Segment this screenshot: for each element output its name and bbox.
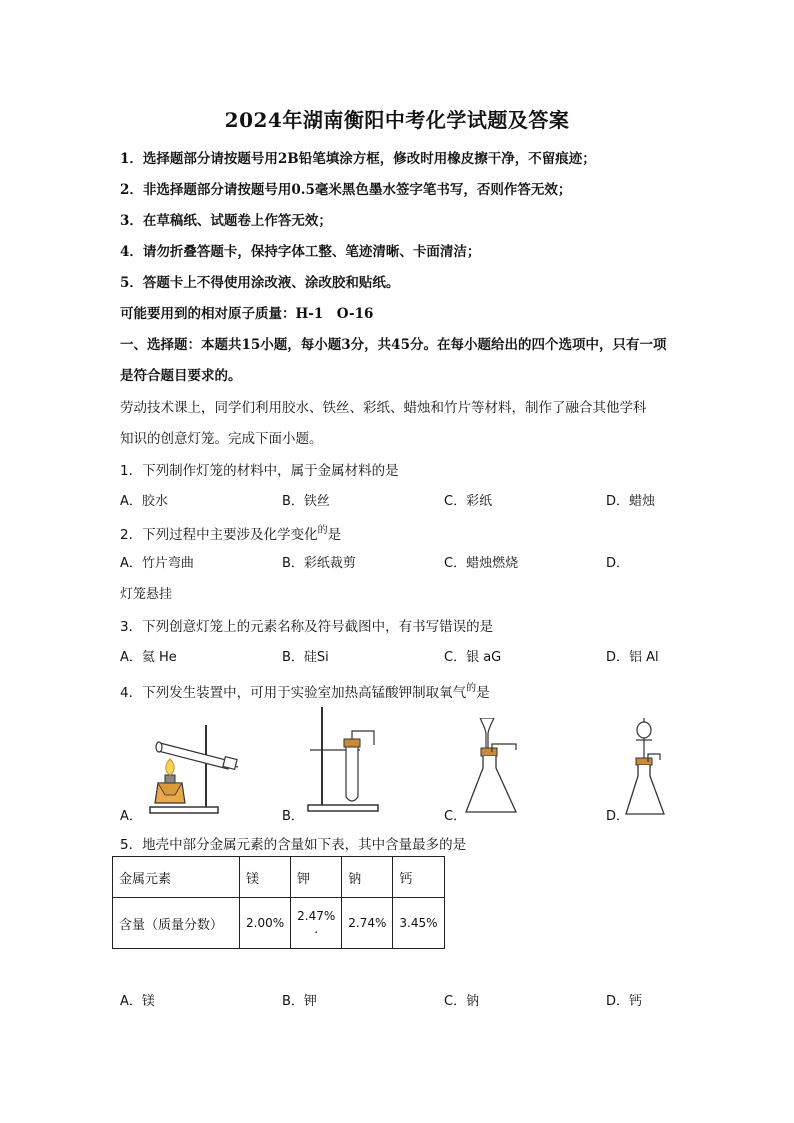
q2-option-d-text: 灯笼悬挂	[120, 587, 173, 602]
instruction-4: 4．请勿折叠答题卡，保持字体工整、笔迹清晰、卡面清洁；	[120, 244, 481, 260]
q4-option-b: B．	[282, 809, 304, 824]
apparatus-c-illustration	[462, 718, 532, 818]
q2-option-d: D．	[606, 556, 630, 571]
table-value-mg: 2.00%	[240, 898, 291, 949]
metal-content-table	[112, 856, 445, 949]
q5-option-b: B．钾	[282, 994, 317, 1009]
q3-option-d: D．铝 Al	[606, 650, 659, 665]
q3-option-c: C．银 aG	[444, 650, 502, 665]
q1-option-a: A．胶水	[120, 494, 168, 509]
q2-option-c: C．蜡烛燃烧	[444, 556, 519, 571]
q2-stem-text: 2．下列过程中主要涉及化学变化	[120, 527, 318, 543]
page-title: 2024年湖南衡阳中考化学试题及答案	[224, 108, 570, 132]
q5-option-d: D．钙	[606, 994, 643, 1009]
q1-option-b: B．铁丝	[282, 494, 330, 509]
instruction-1: 1．选择题部分请按题号用2B铅笔填涂方框，修改时用橡皮擦干净，不留痕迹；	[120, 151, 596, 167]
q4-stem-text: 4．下列发生装置中，可用于实验室加热高锰酸钾制取氧气	[120, 685, 467, 701]
q3-option-a: A．氦 He	[120, 650, 177, 665]
table-header-row	[113, 857, 445, 898]
instruction-2: 2．非选择题部分请按题号用0.5毫米黑色墨水签字笔书写，否则作答无效；	[120, 182, 572, 198]
table-header-ca: 钙	[393, 857, 444, 898]
section-heading-line1: 一、选择题：本题共15小题，每小题3分，共45分。在每小题给出的四个选项中，只有一项	[120, 337, 667, 353]
section-heading-line2: 是符合题目要求的。	[120, 368, 242, 384]
table-header-na: 钠	[342, 857, 393, 898]
q4-option-c: C．	[444, 809, 467, 824]
q1-option-d: D．蜡烛	[606, 494, 656, 509]
table-header-mg: 镁	[240, 857, 291, 898]
q3-stem: 3．下列创意灯笼上的元素名称及符号截图中，有书写错误的是	[120, 619, 494, 635]
q2-stem	[120, 521, 341, 543]
table-row	[113, 898, 445, 949]
q3-option-b: B．硅Si	[282, 650, 329, 665]
table-value-k-number: 2.47%	[297, 909, 336, 923]
q4-option-d: D．	[606, 809, 630, 824]
q2-stem-sup: 的	[317, 525, 328, 536]
table-header-k: 钾	[291, 857, 342, 898]
q4-option-a: A．	[120, 809, 142, 824]
instruction-3: 3．在草稿纸、试题卷上作答无效；	[120, 213, 332, 229]
apparatus-b-illustration	[300, 705, 385, 815]
table-header-element: 金属元素	[113, 857, 240, 898]
q5-stem: 5．地壳中部分金属元素的含量如下表，其中含量最多的是	[120, 837, 467, 853]
q4-stem-end: 是	[476, 685, 490, 701]
table-value-na: 2.74%	[342, 898, 393, 949]
q5-option-c: C．钠	[444, 994, 480, 1009]
apparatus-d-illustration	[622, 718, 672, 820]
intro-line2: 知识的创意灯笼。完成下面小题。	[120, 431, 323, 447]
q1-option-c: C．彩纸	[444, 494, 493, 509]
table-value-ca: 3.45%	[393, 898, 444, 949]
table-value-k-dot: .	[314, 922, 319, 936]
table-value-k	[291, 898, 342, 949]
instruction-5: 5．答题卡上不得使用涂改液、涂改胶和贴纸。	[120, 275, 400, 291]
intro-line1: 劳动技术课上，同学们利用胶水、铁丝、彩纸、蜡烛和竹片等材料，制作了融合其他学科	[120, 400, 647, 416]
q4-stem	[120, 679, 490, 701]
table-row-label: 含量（质量分数）	[113, 898, 240, 949]
q2-stem-end: 是	[327, 527, 342, 543]
q2-option-a: A．竹片弯曲	[120, 556, 194, 571]
q1-stem: 1．下列制作灯笼的材料中，属于金属材料的是	[120, 463, 399, 479]
atomic-mass-note: 可能要用到的相对原子质量：H-1 O-16	[120, 306, 374, 322]
q2-option-b: B．彩纸裁剪	[282, 556, 356, 571]
q4-stem-sup: 的	[466, 683, 477, 694]
q5-option-a: A．镁	[120, 994, 155, 1009]
